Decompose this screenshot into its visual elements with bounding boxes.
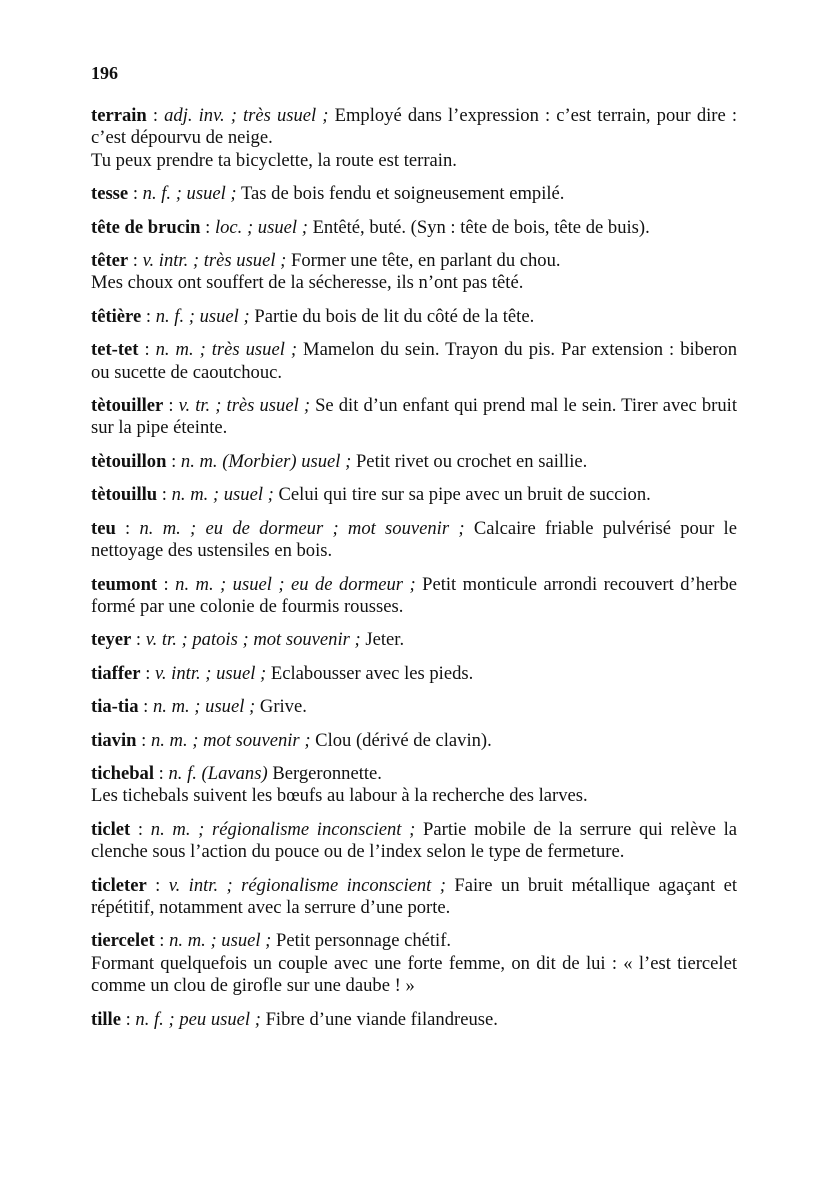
dictionary-entry [91,306,737,328]
dictionary-entry [91,217,737,239]
entry-definition-line: têter : v. intr. ; très usuel ; Former une tête, en parlant du chou. [91,250,561,272]
entry-grammar: n. f. ; usuel ; [155,305,250,327]
entry-definition: Clou (dérivé de clavin). [315,729,492,751]
entry-headword: terrain [91,105,147,126]
entry-headword: tètouillu [91,484,158,506]
dictionary-entry [91,696,737,718]
entry-definition: Calcaire friable pulvérisé pour le nettoyage des ustensiles en bois. [91,517,737,562]
entry-definition: Employé dans l’expression : c’est terrain, pour dire : c’est dépourvu de neige. [91,105,737,149]
dictionary-entry [91,484,737,506]
entry-definition: Partie du bois de lit du côté de la tête. [254,305,535,327]
entry-definition: Mamelon du sein. Trayon du pis. Par extension : biberon ou sucette de caoutchouc. [91,339,737,383]
entry-headword: tet-tet [91,339,139,361]
entry-headword: tia-tia [91,696,139,718]
entry-grammar: n. f. (Lavans) [168,762,268,784]
entry-definition-line: tia-tia : n. m. ; usuel ; Grive. [91,696,307,718]
entry-grammar: v. tr. ; très usuel ; [178,395,311,417]
entry-definition-line: teumont : n. m. ; usuel ; eu de dormeur ; Petit monticule arrondi recouvert d’herbe formé par une colonie de fourmis rousses. [91,573,738,617]
entry-headword: teumont [91,573,158,595]
entry-grammar: adj. inv. ; très usuel ; [164,105,329,126]
entry-grammar: n. f. ; peu usuel ; [135,1008,261,1030]
entry-grammar: n. m. (Morbier) usuel ; [180,450,352,472]
entry-grammar: n. m. ; usuel ; eu de dormeur ; [175,573,416,595]
page-number: 196 [91,63,118,83]
dictionary-entry [91,451,737,473]
entry-definition-line: ticlet : n. m. ; régionalisme inconscient ; Partie mobile de la serrure qui relève la clenche sous l’action du pouce ou de l’index selon le type de fermeture. [91,818,737,863]
entry-definition-line: teu : n. m. ; eu de dormeur ; mot souvenir ; Calcaire friable pulvérisé pour le nettoyage des ustensiles en bois. [91,517,737,562]
entry-definition-line: tètouillu : n. m. ; usuel ; Celui qui tire sur sa pipe avec un bruit de succion. [91,484,651,506]
entry-definition: Entêté, buté. (Syn : tête de bois, tête de buis). [312,216,650,238]
entry-grammar: n. m. ; eu de dormeur ; mot souvenir ; [139,517,465,539]
entry-definition: Petit personnage chétif. [276,930,452,952]
entry-headword: tètouillon [91,450,167,472]
entry-grammar: n. m. ; usuel ; [171,484,274,506]
entry-grammar: n. m. ; régionalisme inconscient ; [150,818,416,840]
entry-grammar: n. m. ; très usuel ; [155,339,298,361]
entry-headword: ticlet [91,818,131,840]
entry-grammar: v. intr. ; régionalisme inconscient ; [168,874,446,896]
entry-grammar: n. f. ; usuel ; [142,183,237,205]
entry-headword: tiavin [91,729,137,751]
entry-definition-line: teyer : v. tr. ; patois ; mot souvenir ; Jeter. [91,629,405,651]
entry-grammar: n. m. ; usuel ; [152,696,256,718]
entry-definition: Faire un bruit métallique agaçant et répétitif, notamment avec la serrure d’une porte. [91,874,738,918]
entry-headword: tête de brucin [91,216,201,238]
entry-headword: têtière [91,305,142,327]
entry-headword: tiercelet [91,930,155,952]
entry-grammar: v. tr. ; patois ; mot souvenir ; [145,629,361,651]
entry-definition-line: tiavin : n. m. ; mot souvenir ; Clou (dérivé de clavin). [91,729,492,751]
dictionary-entry [91,105,737,172]
entry-definition-line: tètouillon : n. m. (Morbier) usuel ; Petit rivet ou crochet en saillie. [91,450,588,472]
dictionary-entry [91,930,737,997]
entry-headword: têter [91,250,129,272]
dictionary-entry [91,730,737,752]
entry-definition-line: ticleter : v. intr. ; régionalisme inconscient ; Faire un bruit métallique agaçant et répétitif, notamment avec la serrure d’une porte. [91,874,738,918]
dictionary-entry [91,183,737,205]
entry-example: Tu peux prendre ta bicyclette, la route est terrain. [91,149,457,171]
entry-grammar: n. m. ; mot souvenir ; [150,729,311,751]
entry-example: Les tichebals suivent les bœufs au labour à la recherche des larves. [91,785,588,807]
entry-definition-line: tet-tet : n. m. ; très usuel ; Mamelon du sein. Trayon du pis. Par extension : biberon ou sucette de caoutchouc. [91,339,737,383]
dictionary-entry [91,819,737,864]
entry-definition-line: terrain : adj. inv. ; très usuel ; Employé dans l’expression : c’est terrain, pour dire : c’est dépourvu de neige. [91,105,737,149]
entry-definition: Celui qui tire sur sa pipe avec un bruit de succion. [278,484,651,506]
entry-headword: tètouiller [91,395,164,417]
entry-definition-line: tête de brucin : loc. ; usuel ; Entêté, buté. (Syn : tête de bois, tête de buis). [91,216,650,238]
entry-headword: ticleter [91,874,147,896]
entry-definition-line: tètouiller : v. tr. ; très usuel ; Se dit d’un enfant qui prend mal le sein. Tirer avec bruit sur la pipe éteinte. [91,395,738,439]
entry-definition: Grive. [259,696,307,718]
dictionary-entry [91,395,737,440]
dictionary-entry [91,629,737,651]
entry-grammar: v. intr. ; très usuel ; [142,250,287,272]
dictionary-entry [91,339,737,384]
entry-definition: Se dit d’un enfant qui prend mal le sein. Tirer avec bruit sur la pipe éteinte. [91,395,738,439]
entry-definition: Petit monticule arrondi recouvert d’herbe formé par une colonie de fourmis rousses. [91,573,738,617]
entry-definition: Petit rivet ou crochet en saillie. [355,450,588,472]
entry-definition-line: tiercelet : n. m. ; usuel ; Petit personnage chétif. [91,930,452,952]
entry-headword: tichebal [91,762,155,784]
entry-headword: tille [91,1008,121,1030]
entry-headword: teyer [91,629,132,651]
entry-grammar: loc. ; usuel ; [214,216,308,238]
entry-definition-line: têtière : n. f. ; usuel ; Partie du bois de lit du côté de la tête. [91,305,535,327]
entry-definition: Jeter. [365,629,405,651]
dictionary-entry [91,763,737,808]
entry-example: Formant quelquefois un couple avec une forte femme, on dit de lui : « l’est tiercelet comme un clou de girofle sur une daube ! » [91,952,737,997]
entry-definition: Former une tête, en parlant du chou. [291,250,561,272]
dictionary-entry [91,875,737,920]
entry-headword: tesse [91,183,129,205]
entries-list [91,105,737,1031]
entry-definition: Bergeronnette. [272,762,382,784]
entry-headword: teu [91,517,116,539]
entry-definition-line: tiaffer : v. intr. ; usuel ; Eclabousser avec les pieds. [91,662,474,684]
dictionary-entry [91,1009,737,1031]
entry-definition: Tas de bois fendu et soigneusement empilé. [240,183,565,205]
dictionary-entry [91,250,737,295]
entry-grammar: n. m. ; usuel ; [169,930,272,952]
dictionary-entry [91,663,737,685]
entry-definition-line: tille : n. f. ; peu usuel ; Fibre d’une viande filandreuse. [91,1008,498,1030]
entry-definition: Eclabousser avec les pieds. [270,662,474,684]
entry-example: Mes choux ont souffert de la sécheresse, ils n’ont pas têté. [91,272,524,294]
entry-definition-line: tichebal : n. f. (Lavans) Bergeronnette. [91,762,382,784]
entry-headword: tiaffer [91,662,141,684]
entry-definition: Fibre d’une viande filandreuse. [265,1008,498,1030]
entry-grammar: v. intr. ; usuel ; [155,662,267,684]
entry-definition-line: tesse : n. f. ; usuel ; Tas de bois fendu et soigneusement empilé. [91,183,565,205]
dictionary-entry [91,518,737,563]
entry-definition: Partie mobile de la serrure qui relève la clenche sous l’action du pouce ou de l’index selon le type de fermeture. [91,818,737,863]
dictionary-page [91,62,737,1042]
dictionary-entry [91,574,737,619]
